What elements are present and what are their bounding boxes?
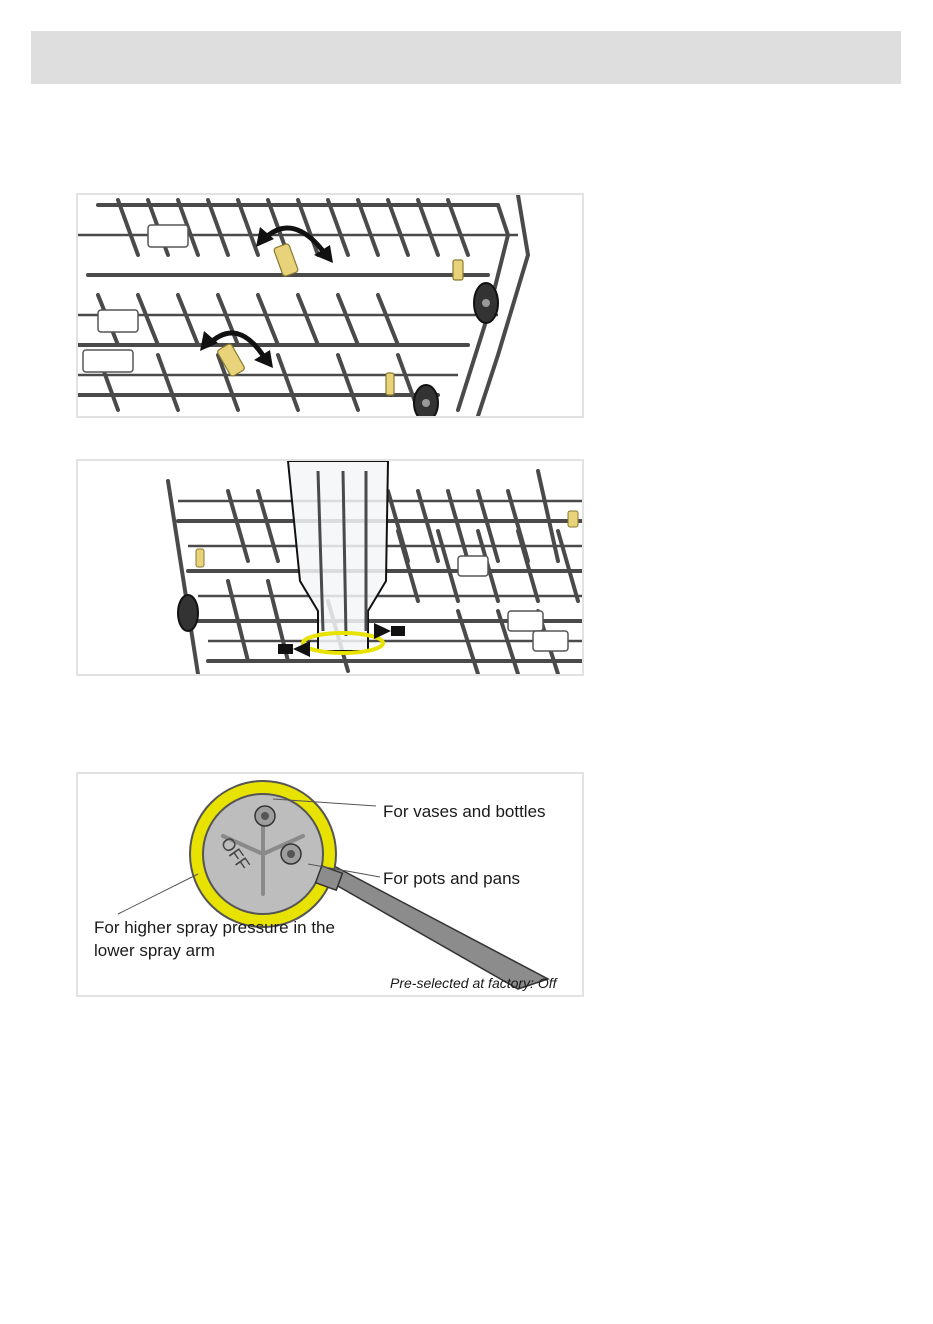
figure-bottle-holder	[76, 459, 584, 676]
dial-off-text: OFF	[216, 833, 254, 875]
factory-preset-note: Pre-selected at factory: Off	[390, 975, 557, 991]
rack-illustration-2	[78, 461, 582, 674]
label-spray-pressure-line2: lower spray arm	[94, 941, 215, 960]
figure-spray-dial	[76, 772, 584, 997]
label-vases-bottles: For vases and bottles	[383, 802, 546, 821]
figure-rack-folding-tines	[76, 193, 584, 418]
label-pots-pans: For pots and pans	[383, 869, 521, 888]
label-spray-pressure-line1: For higher spray pressure in the	[94, 918, 335, 937]
rack-illustration-1	[78, 195, 582, 416]
page-header-bar	[31, 31, 901, 84]
